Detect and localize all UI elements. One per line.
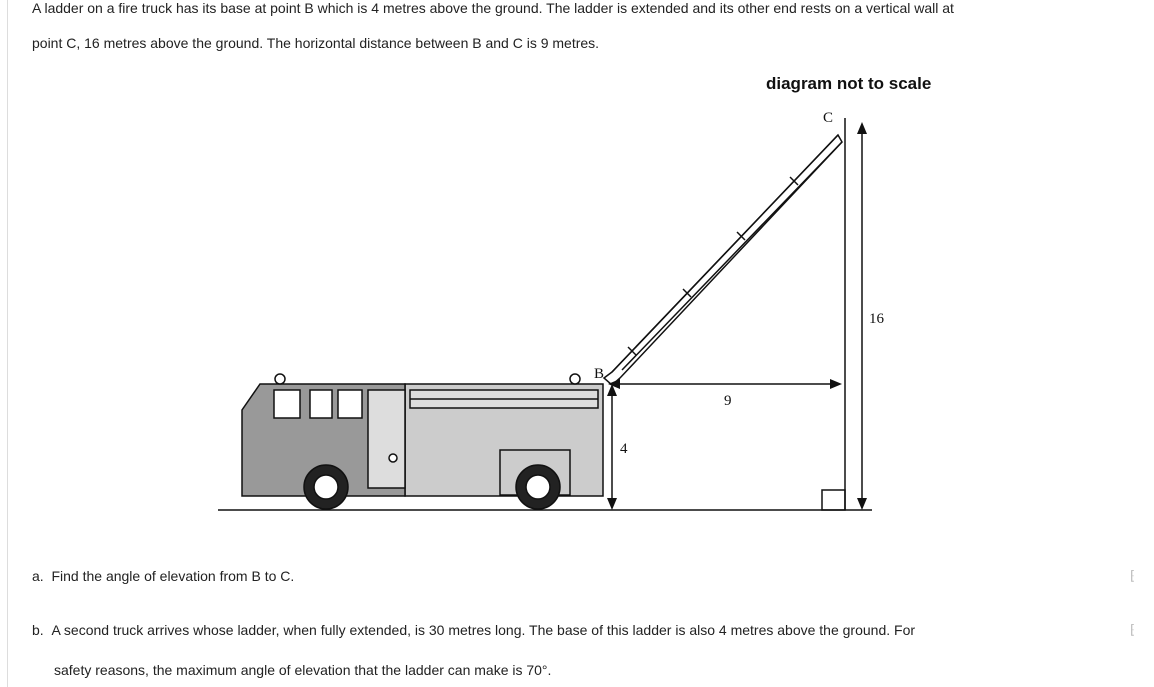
part-b-text-2: safety reasons, the maximum angle of elevation that the ladder can make is 70°. bbox=[54, 662, 552, 678]
part-a bbox=[32, 568, 294, 584]
question-line-1: A ladder on a fire truck has its base at point B which is 4 metres above the ground. The ladder is extended and its other end rests on a vertical wall at bbox=[32, 0, 954, 16]
label-c: C bbox=[823, 110, 834, 126]
label-9: 9 bbox=[724, 393, 732, 409]
ladder bbox=[604, 135, 842, 385]
label-4: 4 bbox=[620, 441, 628, 457]
label-16: 16 bbox=[869, 311, 884, 327]
question-line-2: point C, 16 metres above the ground. The horizontal distance between B and C is 9 metres. bbox=[32, 35, 600, 51]
mark-icon[interactable]: ⁅ bbox=[1130, 568, 1136, 583]
right-angle-marker bbox=[822, 490, 845, 510]
part-a-label: a. bbox=[32, 568, 44, 584]
part-b-label: b. bbox=[32, 622, 44, 638]
mark-icon[interactable]: ⁅ bbox=[1130, 622, 1136, 637]
label-b: B bbox=[594, 366, 605, 382]
part-b bbox=[32, 622, 915, 638]
part-a-text: Find the angle of elevation from B to C. bbox=[51, 568, 295, 584]
part-b-text: A second truck arrives whose ladder, when fully extended, is 30 metres long. The base of this ladder is also 4 metres above the ground. For bbox=[51, 622, 916, 638]
diagram-note: diagram not to scale bbox=[766, 74, 932, 93]
